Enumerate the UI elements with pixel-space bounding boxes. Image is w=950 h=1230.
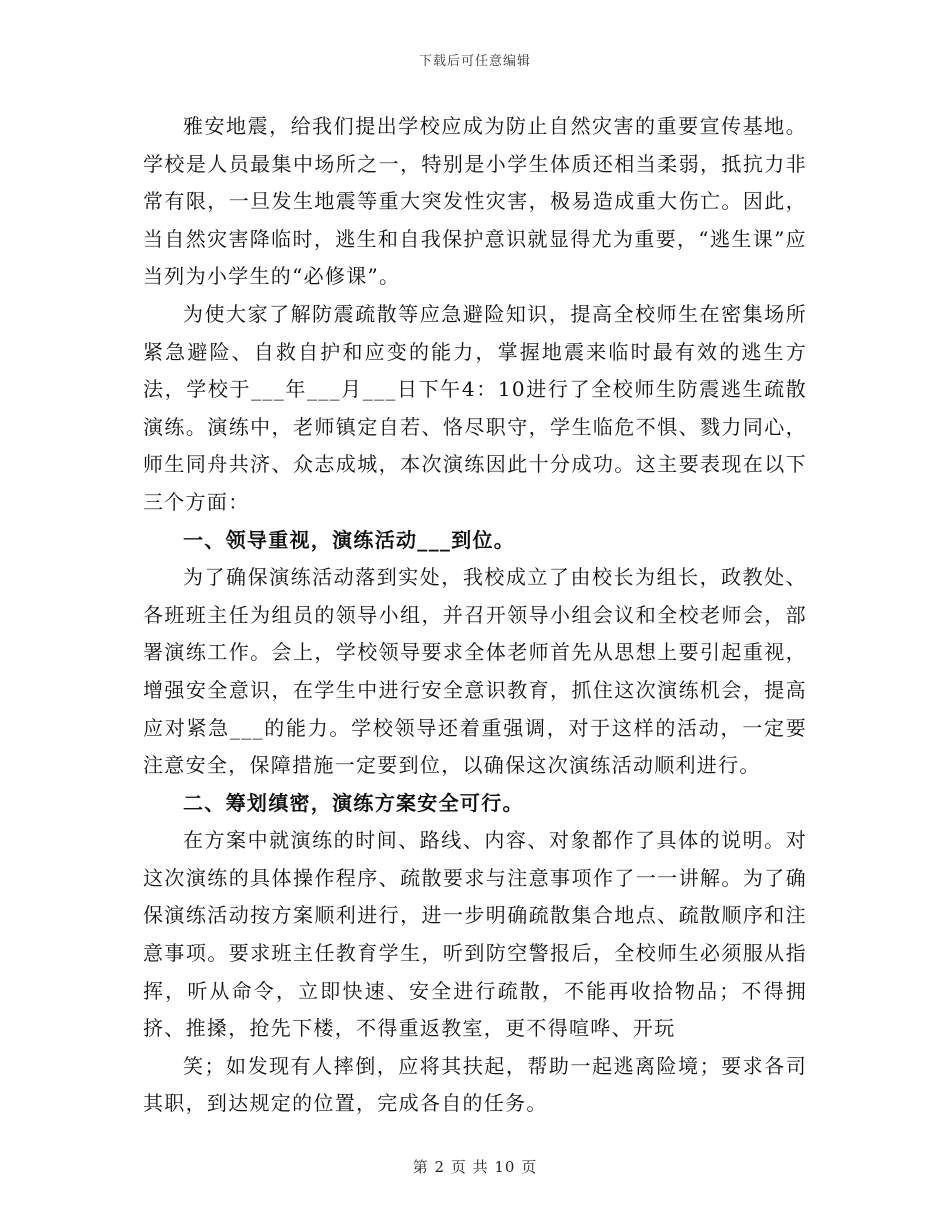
paragraph-planning-continued: 笑；如发现有人摔倒，应将其扶起，帮助一起逃离险境；要求各司其职，到达规定的位置，完成各自的任务。	[143, 1053, 807, 1116]
paragraph-drill-overview: 为使大家了解防震疏散等应急避险知识，提高全校师生在密集场所紧急避险、自救自护和应变的能力，掌握地震来临时最有效的逃生方法，学校于___年___月___日下午4：10进行了全校师生防震逃生疏散演练。演练中，老师镇定自若、恪尽职守，学生临危不惧、戮力同心，师生同舟共济、众志成城，本次演练因此十分成功。这主要表现在以下三个方面：	[143, 301, 807, 514]
paragraph-leadership: 为了确保演练活动落到实处，我校成立了由校长为组长，政教处、各班班主任为组员的领导小组，并召开领导小组会议和全校老师会，部署演练工作。会上，学校领导要求全体老师首先从思想上要引起重视，增强安全意识，在学生中进行安全意识教育，抓住这次演练机会，提高应对紧急___的能力。学校领导还着重强调，对于这样的活动，一定要注意安全，保障措施一定要到位，以确保这次演练活动顺利进行。	[143, 565, 807, 778]
paragraph-intro: 雅安地震，给我们提出学校应成为防止自然灾害的重要宣传基地。学校是人员最集中场所之一，特别是小学生体质还相当柔弱，抵抗力非常有限，一旦发生地震等重大突发性灾害，极易造成重大伤亡。因此，当自然灾害降临时，逃生和自我保护意识就显得尤为重要，“逃生课”应当列为小学生的“必修课”。	[143, 114, 807, 289]
page-header: 下载后可任意编辑	[418, 54, 531, 69]
section-heading-2: 二、筹划缜密，演练方案安全可行。	[183, 790, 524, 815]
page-footer: 第 2 页 共 10 页	[412, 1158, 538, 1176]
section-heading-1: 一、领导重视，演练活动___到位。	[183, 527, 516, 552]
document-body	[143, 108, 807, 1123]
paragraph-planning: 在方案中就演练的时间、路线、内容、对象都作了具体的说明。对这次演练的具体操作程序、疏散要求与注意事项作了一一讲解。为了确保演练活动按方案顺利进行，进一步明确疏散集合地点、疏散顺序和注意事项。要求班主任教育学生，听到防空警报后，全校师生必须服从指挥，听从命令，立即快速、安全进行疏散，不能再收拾物品；不得拥挤、推搡，抢先下楼，不得重返教室，更不得喧哗、开玩	[143, 828, 807, 1041]
